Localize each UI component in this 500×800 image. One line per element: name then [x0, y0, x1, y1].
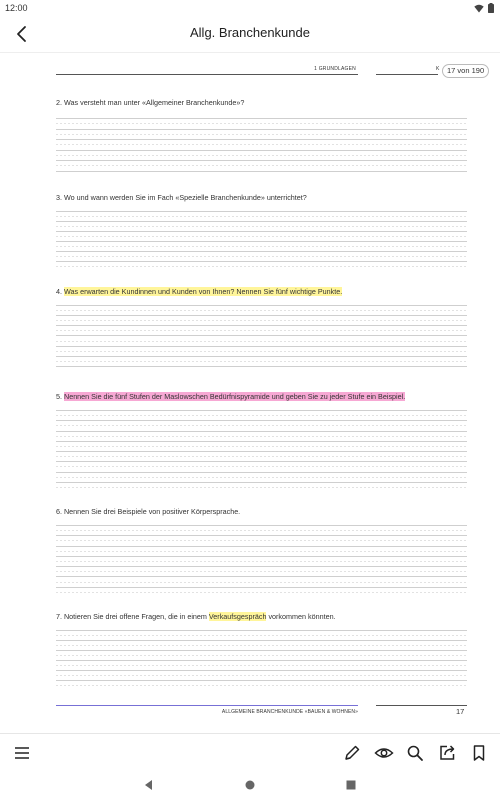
pencil-icon[interactable] — [342, 743, 362, 763]
question-6 — [56, 507, 240, 516]
chapter-label: 1 GRUNDLAGEN — [314, 66, 356, 72]
system-nav-bar — [0, 771, 500, 800]
bookmark-icon[interactable] — [469, 743, 489, 763]
app-bar — [0, 16, 500, 53]
answer-lines — [56, 525, 467, 597]
question-3 — [56, 193, 307, 202]
highlighted-text: Verkaufsgespräch — [208, 612, 267, 621]
page-indicator[interactable]: 17 von 190 — [442, 64, 489, 78]
answer-lines — [56, 118, 467, 176]
nav-home-icon[interactable] — [242, 777, 258, 793]
question-text: 2. Was versteht man unter «Allgemeiner Branchenkunde»? — [56, 98, 245, 107]
question-2 — [56, 98, 244, 107]
document-viewer[interactable] — [0, 53, 500, 733]
question-4 — [56, 287, 342, 296]
bottom-toolbar — [0, 733, 500, 772]
answer-lines — [56, 630, 467, 690]
question-text: 5. — [56, 392, 64, 401]
footer-page-number: 17 — [456, 707, 465, 716]
status-time: 12:00 — [5, 3, 28, 13]
question-7 — [56, 612, 336, 621]
app-title: Allg. Branchenkunde — [190, 25, 310, 40]
question-text: 6. Nennen Sie drei Beispiele von positiver Körpersprache. — [56, 507, 241, 516]
document-page — [0, 53, 500, 733]
nav-recents-icon[interactable] — [343, 777, 359, 793]
wifi-icon — [474, 4, 484, 13]
footer-label: ALLGEMEINE BRANCHENKUNDE «BAUEN & WOHNEN» — [221, 709, 358, 715]
search-icon[interactable] — [405, 743, 425, 763]
answer-lines — [56, 410, 467, 492]
question-text: 3. Wo und wann werden Sie im Fach «Spezielle Branchenkunde» unterrichtet? — [56, 193, 307, 202]
question-text: 7. Notieren Sie drei offene Fragen, die in einem — [56, 612, 209, 621]
battery-icon — [488, 3, 494, 13]
highlighted-text: Nennen Sie die fünf Stufen der Maslowschen Bedürfnispyramide und geben Sie zu jeder Stufe ein Beispiel. — [64, 392, 406, 401]
answer-lines — [56, 305, 467, 371]
question-text: vorkommen könnten. — [266, 612, 336, 621]
header-rule — [376, 74, 438, 75]
eye-icon[interactable] — [374, 743, 394, 763]
question-text: 4. — [56, 287, 64, 296]
highlighted-text: Was erwarten die Kundinnen und Kunden von Ihnen? Nennen Sie fünf wichtige Punkte. — [64, 287, 343, 296]
status-bar — [0, 0, 500, 16]
status-icons — [474, 3, 494, 13]
header-rule — [56, 74, 358, 75]
answer-lines — [56, 211, 467, 271]
footer-rule — [376, 705, 467, 706]
header-k-label: K — [436, 66, 440, 72]
question-5 — [56, 392, 405, 401]
nav-back-icon[interactable] — [141, 777, 157, 793]
menu-icon[interactable] — [12, 743, 32, 763]
footer-rule — [56, 705, 358, 706]
share-icon[interactable] — [437, 743, 457, 763]
